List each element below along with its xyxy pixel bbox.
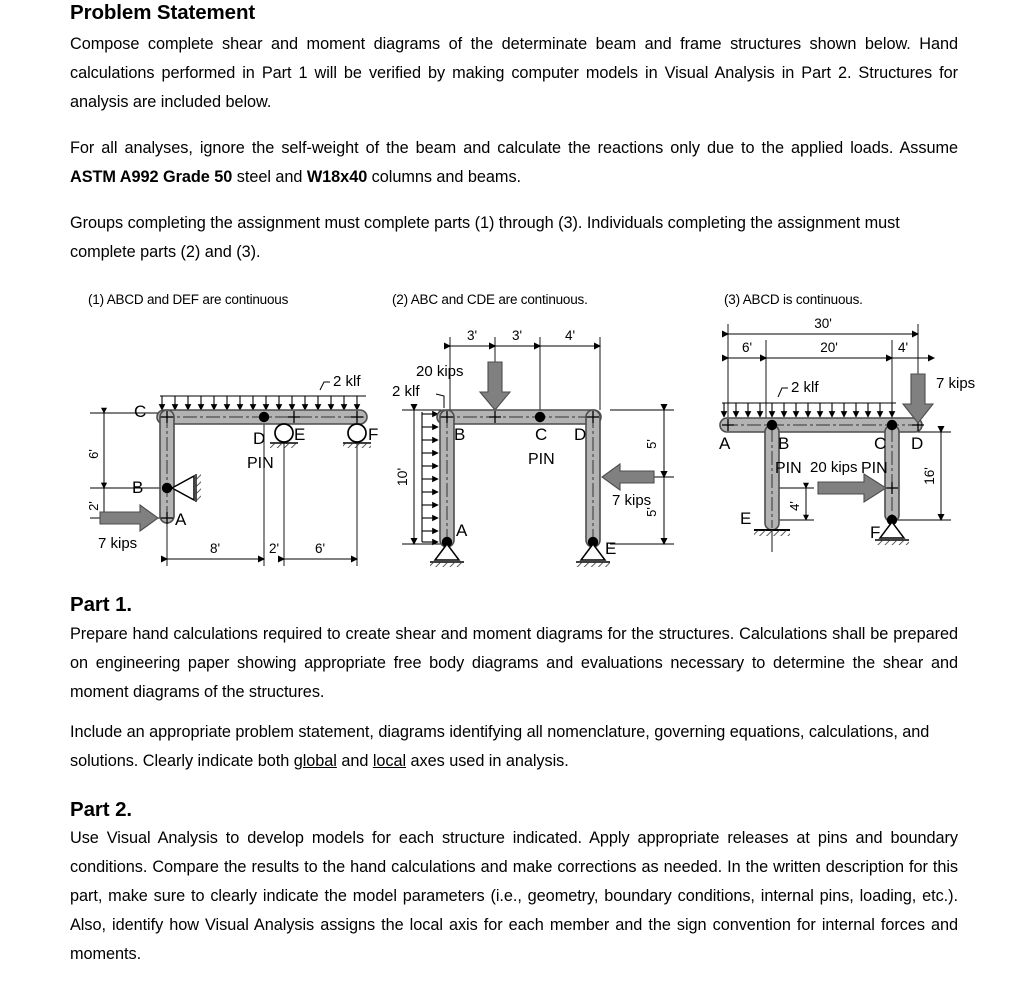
part1-paragraph-2	[70, 718, 958, 776]
joint-label-A-3: A	[719, 434, 731, 453]
pin-label-C-2: PIN	[528, 451, 555, 468]
dim-5ft-lower: 5'	[644, 507, 659, 517]
distributed-load-leader	[320, 382, 330, 390]
part1-p2-suffix: axes used in analysis.	[406, 751, 569, 770]
materials-suffix: columns and beams.	[367, 167, 522, 186]
materials-steel-grade: ASTM A992 Grade 50	[70, 167, 233, 186]
local-axes-emphasis: local	[372, 751, 407, 770]
pin-label-C-3: PIN	[861, 460, 888, 477]
materials-section-size: W18x40	[306, 167, 368, 186]
distributed-load-arrows-2	[422, 412, 438, 542]
distributed-load-arrows-3	[722, 403, 896, 417]
distributed-load-leader-3	[778, 388, 788, 397]
joint-label-B-2: B	[454, 425, 466, 444]
figure-3-right-vertical-dimension	[922, 432, 941, 520]
internal-pin-C-3	[887, 420, 897, 430]
figure-3	[706, 292, 1024, 577]
part1-paragraph-1: Prepare hand calculations required to create shear and moment diagrams for the structures. Calculations shall be prepared on engineering paper showing appropriate free body diagrams and evaluations necessary to determine the shear and moment diagrams of the structures.	[70, 624, 958, 701]
figure-3-drawing	[706, 292, 1024, 577]
dim-6ft-vertical: 6'	[86, 449, 101, 459]
pin-label-B-3: PIN	[775, 460, 802, 477]
structures-figure-band	[0, 292, 1024, 577]
pin-support-A	[430, 544, 464, 567]
label-2klf: 2 klf	[333, 373, 361, 390]
materials-paragraph	[70, 134, 958, 192]
figure-2-horizontal-dimensions	[450, 328, 600, 346]
intro-paragraph: Compose complete shear and moment diagrams of the determinate beam and frame structures shown below. Hand calculations performed in Part 1 will be verified by making computer models in Visual Analysis in Part 2. Structures for analysis are included below.	[70, 34, 958, 111]
page-title: Problem Statement	[70, 1, 256, 24]
fixed-support-E	[754, 530, 790, 536]
document-body	[70, 0, 958, 267]
point-load-20kips	[480, 362, 510, 410]
label-7kips: 7 kips	[98, 535, 138, 552]
dim-3ft-a: 3'	[466, 328, 478, 343]
figure-1-caption: (1) ABCD and DEF are continuous	[88, 292, 289, 307]
roller-support-F	[343, 424, 371, 448]
joint-label-C-3: C	[874, 434, 887, 453]
figure-1-drawing	[72, 292, 402, 577]
internal-pin-D	[259, 412, 269, 422]
distributed-load-arrows	[160, 396, 366, 410]
point-load-7kips	[100, 505, 158, 531]
joint-label-A: A	[175, 510, 187, 529]
dim-3ft-b: 3'	[511, 328, 523, 343]
dim-4ft-vertical: 4'	[787, 501, 802, 511]
joint-label-E-3: E	[740, 509, 752, 528]
document-body-lower	[70, 592, 958, 969]
figure-3-horizontal-dimensions	[728, 340, 934, 358]
dim-2ft-vertical: 2'	[86, 501, 101, 511]
materials-middle: steel and	[232, 167, 307, 186]
joint-label-B-3: B	[778, 434, 790, 453]
label-2klf-3: 2 klf	[791, 379, 819, 396]
dim-10ft: 10'	[394, 467, 410, 487]
point-load-7kips-3	[903, 374, 933, 423]
figure-1	[72, 292, 402, 577]
dim-2ft: 2'	[268, 541, 280, 556]
figure-3-overall-dimension	[728, 316, 918, 334]
figure-1-vertical-dimensions	[86, 413, 104, 518]
joint-label-E: E	[294, 425, 306, 444]
figure-3-left-vertical-dimension	[787, 488, 806, 520]
groups-paragraph: Groups completing the assignment must complete parts (1) through (3). Individuals completing the assignment must complete parts (2) and (3).	[70, 213, 900, 261]
internal-pin-B-3	[767, 420, 777, 430]
joint-label-F: F	[368, 425, 379, 444]
joint-label-A-2: A	[456, 521, 468, 540]
dim-30ft: 30'	[814, 316, 832, 331]
point-load-7kips-2	[602, 464, 654, 490]
joint-label-D-3: D	[911, 434, 924, 453]
materials-prefix: For all analyses, ignore the self-weight of the beam and calculate the reactions only due to the applied loads. Assume	[70, 138, 958, 157]
point-load-20kips-3	[818, 474, 886, 502]
dim-16ft: 16'	[922, 467, 937, 485]
figure-1-horizontal-dimensions	[167, 541, 357, 559]
internal-pin-C	[535, 412, 545, 422]
dim-5ft-upper: 5'	[644, 439, 659, 449]
dim-4ft: 4'	[564, 328, 576, 343]
dim-6ft-3: 6'	[741, 340, 753, 355]
distributed-load-leader-2	[436, 394, 444, 408]
label-7kips-2: 7 kips	[612, 492, 652, 509]
pin-label-D: PIN	[247, 455, 274, 472]
global-axes-emphasis: global	[293, 751, 337, 770]
part1-p2-prefix: Include an appropriate problem statement, diagrams identifying all nomenclature, governing equations, calculations, and solutions. Clearly indicate both	[70, 722, 930, 770]
joint-label-C-2: C	[535, 425, 548, 444]
label-20kips-3: 20 kips	[810, 459, 858, 476]
part1-heading: Part 1.	[70, 593, 132, 616]
joint-label-D-2: D	[574, 425, 587, 444]
joint-label-D: D	[253, 429, 266, 448]
joint-label-C: C	[134, 402, 147, 421]
joint-label-F-3: F	[870, 523, 881, 542]
joint-label-E-2: E	[605, 539, 617, 558]
figure-2-caption: (2) ABC and CDE are continuous.	[392, 292, 588, 307]
part2-heading: Part 2.	[70, 797, 132, 821]
figure-2-drawing	[392, 292, 702, 577]
dim-4ft-3: 4'	[897, 340, 909, 355]
part1-p2-mid: and	[336, 751, 373, 770]
dim-20ft: 20'	[820, 340, 838, 355]
label-7kips-3: 7 kips	[936, 375, 976, 392]
part2-paragraph: Use Visual Analysis to develop models for each structure indicated. Apply appropriate releases at pins and boundary conditions. Compare the results to the hand calculations and make corrections as needed. In the written description for this part, make sure to clearly indicate the model parameters (i.e., geometry, boundary conditions, internal pins, loading, etc.). Also, identify how Visual Analysis assigns the local axis for each member and the sign convention for internal forces and moments.	[70, 829, 958, 964]
dim-6ft: 6'	[314, 541, 326, 556]
figure-2	[392, 292, 702, 577]
label-2klf-2: 2 klf	[392, 383, 420, 400]
figure-3-caption: (3) ABCD is continuous.	[724, 292, 863, 307]
pin-support-B	[172, 474, 201, 502]
joint-label-B: B	[132, 478, 144, 497]
figure-2-left-vertical-dimension	[394, 410, 414, 544]
label-20kips: 20 kips	[416, 363, 464, 380]
dim-8ft: 8'	[209, 541, 221, 556]
